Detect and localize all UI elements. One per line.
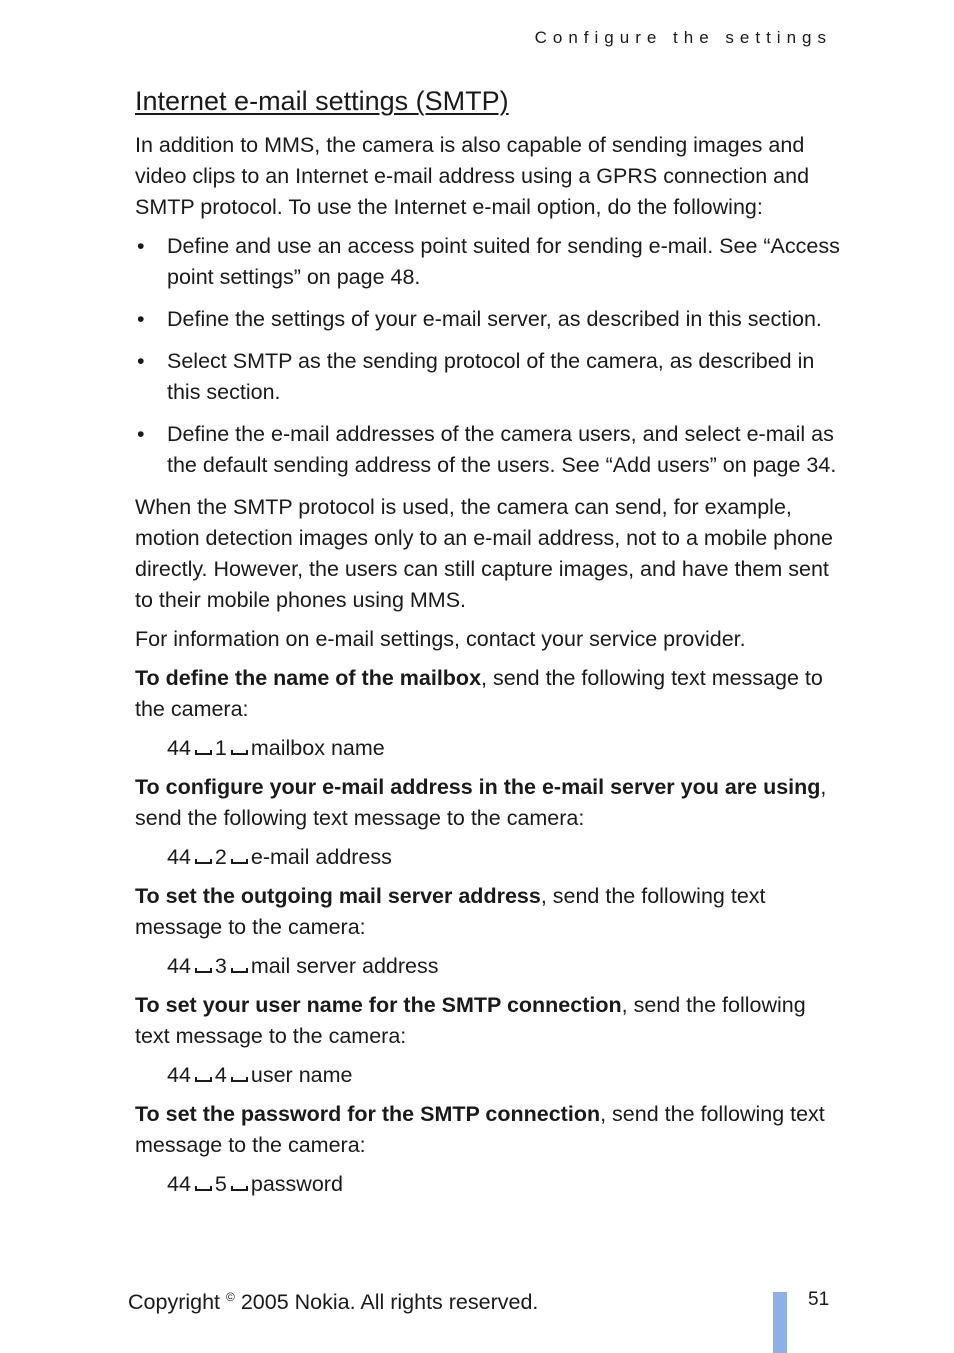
command-value: mail server address: [250, 954, 439, 978]
space-icon: [195, 859, 212, 864]
command-param: 5: [214, 1172, 227, 1196]
bullet-dot: •: [137, 234, 145, 258]
bullet-item: [135, 304, 840, 335]
space-icon: [195, 1077, 212, 1082]
command-value: e-mail address: [250, 845, 392, 869]
page-tab-marker: [773, 1292, 787, 1353]
copyright-suffix: 2005 Nokia. All rights reserved.: [234, 1290, 539, 1314]
step-instruction: [135, 881, 840, 943]
step-instruction: [135, 1099, 840, 1161]
sms-command: [167, 951, 840, 982]
footer-copyright: [128, 1290, 538, 1315]
step-instruction-bold: To set the password for the SMTP connection: [135, 1102, 601, 1126]
intro-paragraph: In addition to MMS, the camera is also capable of sending images and video clips to an Internet e-mail address using a GPRS connection and SMTP protocol. To use the Internet e-mail option, do the following:: [135, 133, 810, 219]
copyright-symbol: ©: [226, 1290, 235, 1304]
bullet-dot: •: [137, 349, 145, 373]
smtp-paragraph: When the SMTP protocol is used, the camera can send, for example, motion detection images only to an e-mail address, not to a mobile phone directly. However, the users can still capture images, and have them sent to their mobile phones using MMS.: [135, 495, 833, 612]
bullet-text: Define the e-mail addresses of the camera users, and select e-mail as the default sending address of the users. See “Add users” on page 34.: [167, 422, 837, 477]
bullet-text: Define the settings of your e-mail server, as described in this section.: [167, 307, 822, 331]
step-instruction-rest: , send the following text message to the camera:: [135, 884, 766, 939]
step-instruction-rest: , send the following text message to the camera:: [135, 993, 806, 1048]
step-instruction: [135, 772, 840, 834]
command-code: 44: [167, 1172, 191, 1196]
command-value: user name: [250, 1063, 353, 1087]
bullet-text: Select SMTP as the sending protocol of the camera, as described in this section.: [167, 349, 815, 404]
command-value: mailbox name: [250, 736, 385, 760]
page-content: [135, 130, 840, 1208]
space-icon: [231, 1186, 248, 1191]
step-instruction-bold: To define the name of the mailbox: [135, 666, 482, 690]
command-code: 44: [167, 845, 191, 869]
space-icon: [195, 968, 212, 973]
info-paragraph: For information on e-mail settings, contact your service provider.: [135, 627, 746, 651]
step-instruction-rest: , send the following text message to the camera:: [135, 775, 827, 830]
sms-command: [167, 733, 840, 764]
space-icon: [195, 1186, 212, 1191]
step-instruction-rest: , send the following text message to the camera:: [135, 666, 823, 721]
bullet-text: Define and use an access point suited for sending e-mail. See “Access point settings” on page 48.: [167, 234, 840, 289]
page-title: Internet e-mail settings (SMTP): [135, 86, 509, 116]
step-instruction-bold: To configure your e-mail address in the e-mail server you are using: [135, 775, 821, 799]
sms-command: [167, 1060, 840, 1091]
bullet-dot: •: [137, 422, 145, 446]
page-number: 51: [808, 1289, 830, 1310]
space-icon: [231, 968, 248, 973]
bullet-item: [135, 419, 840, 481]
bullet-dot: •: [137, 307, 145, 331]
bullet-item: [135, 231, 840, 293]
command-param: 3: [214, 954, 227, 978]
command-param: 2: [214, 845, 227, 869]
step-instruction: [135, 663, 840, 725]
space-icon: [231, 859, 248, 864]
copyright-prefix: Copyright: [128, 1290, 221, 1314]
space-icon: [231, 750, 248, 755]
step-instruction-bold: To set your user name for the SMTP connection: [135, 993, 622, 1017]
command-param: 1: [214, 736, 227, 760]
step-instruction: [135, 990, 840, 1052]
step-instruction-rest: , send the following text message to the camera:: [135, 1102, 825, 1157]
step-instruction-bold: To set the outgoing mail server address: [135, 884, 541, 908]
running-header: Configure the settings: [534, 28, 832, 47]
command-value: password: [250, 1172, 343, 1196]
bullet-list: [135, 231, 840, 481]
bullet-item: [135, 346, 840, 408]
space-icon: [195, 750, 212, 755]
sms-command: [167, 842, 840, 873]
command-param: 4: [214, 1063, 227, 1087]
command-code: 44: [167, 954, 191, 978]
space-icon: [231, 1077, 248, 1082]
command-code: 44: [167, 736, 191, 760]
command-code: 44: [167, 1063, 191, 1087]
sms-command: [167, 1169, 840, 1200]
